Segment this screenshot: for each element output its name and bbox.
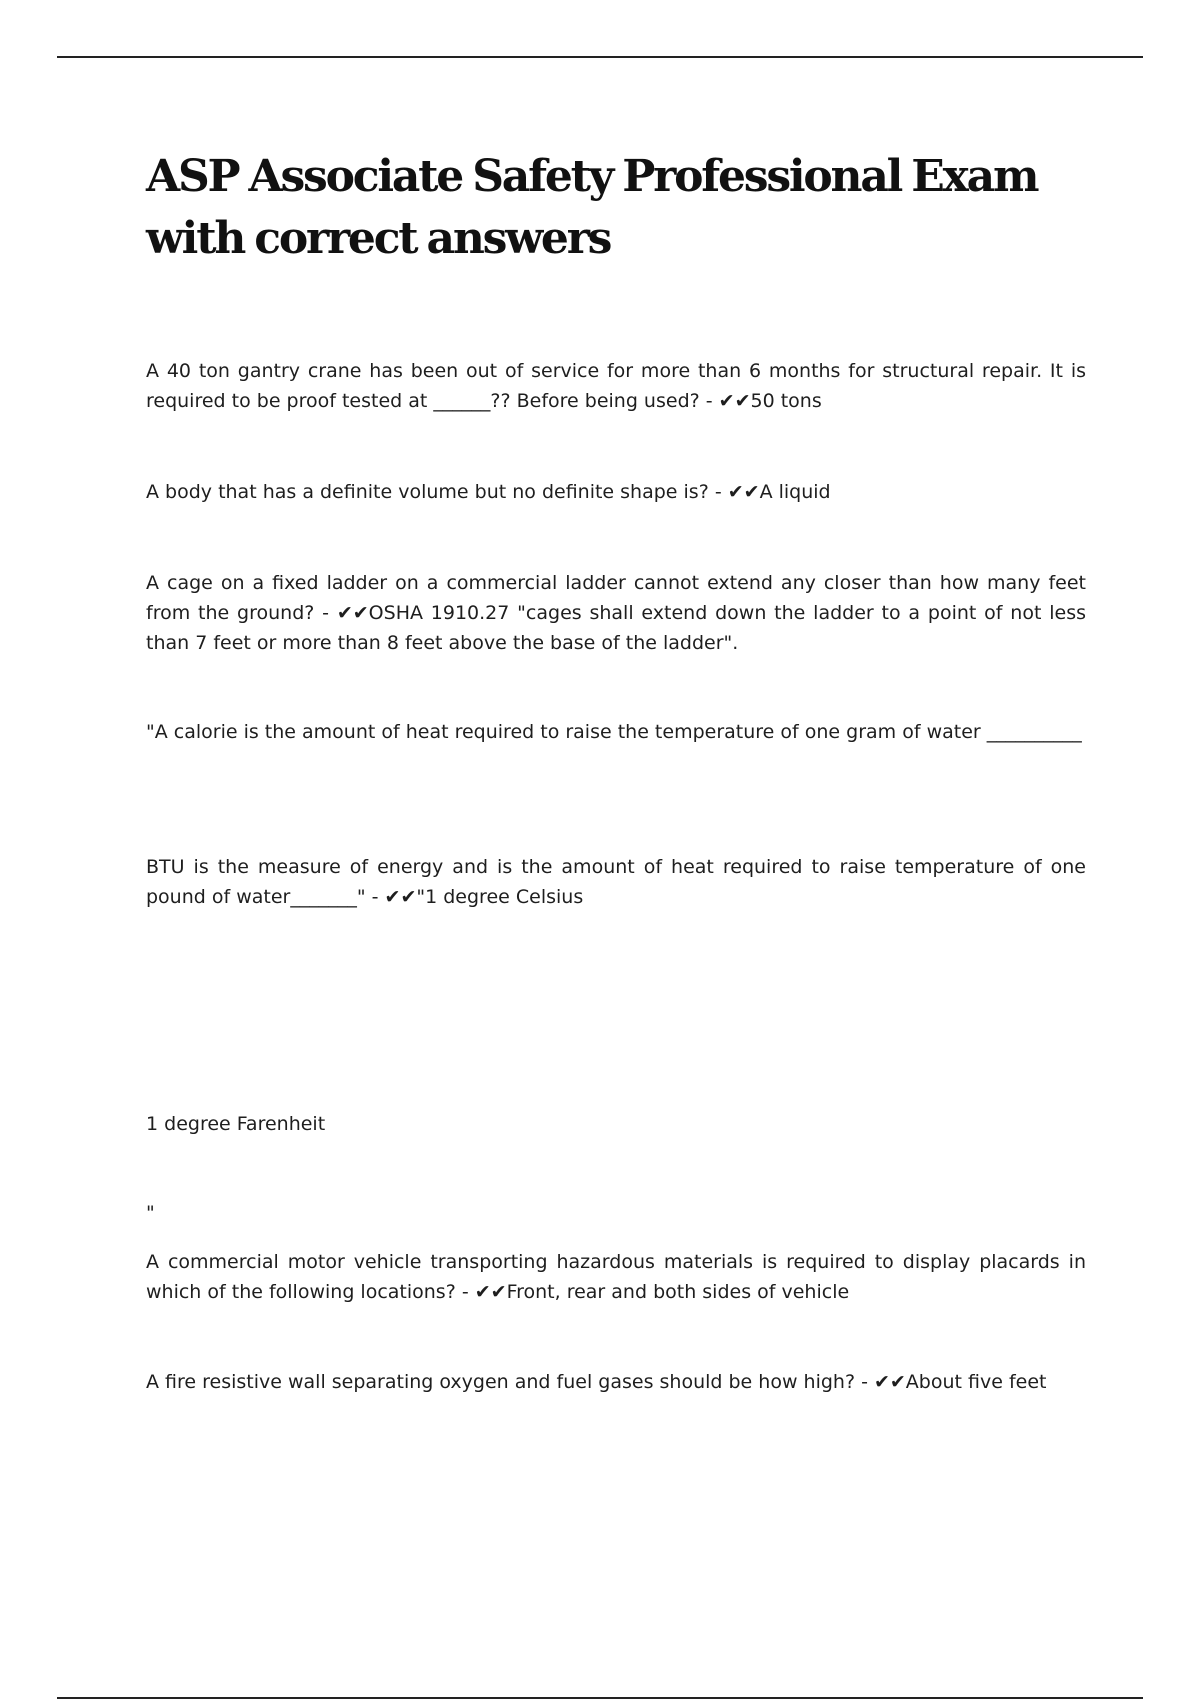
qa-paragraph-placards: A commercial motor vehicle transporting hazardous materials is required to display placards in which of the following locations? - ✔✔Front, rear and both sides of vehicle — [146, 1251, 1086, 1303]
qa-paragraph-closing-quote: " — [146, 1202, 155, 1224]
qa-paragraph-btu: BTU is the measure of energy and is the amount of heat required to raise temperature of one pound of water_______" - ✔✔"1 degree Celsius — [146, 856, 1086, 908]
qa-paragraph-calorie: "A calorie is the amount of heat required to raise the temperature of one gram of water __________ — [146, 721, 1082, 743]
qa-paragraph-liquid: A body that has a definite volume but no definite shape is? - ✔✔A liquid — [146, 481, 831, 503]
qa-paragraph-crane: A 40 ton gantry crane has been out of service for more than 6 months for structural repair. It is required to be proof tested at ______?? Before being used? - ✔✔50 tons — [146, 360, 1086, 412]
footer-rule — [57, 1697, 1143, 1699]
document-title: ASP Associate Safety Professional Exam with correct answers — [146, 151, 1038, 264]
header-rule — [57, 56, 1143, 58]
qa-paragraph-fire-wall: A fire resistive wall separating oxygen and fuel gases should be how high? - ✔✔About five feet — [146, 1371, 1047, 1393]
qa-paragraph-farenheit: 1 degree Farenheit — [146, 1113, 326, 1135]
qa-paragraph-ladder-cage: A cage on a fixed ladder on a commercial ladder cannot extend any closer than how many feet from the ground? - ✔✔OSHA 1910.27 "cages shall extend down the ladder to a point of not less than 7 feet or more than 8 feet above the base of the ladder". — [146, 572, 1086, 654]
